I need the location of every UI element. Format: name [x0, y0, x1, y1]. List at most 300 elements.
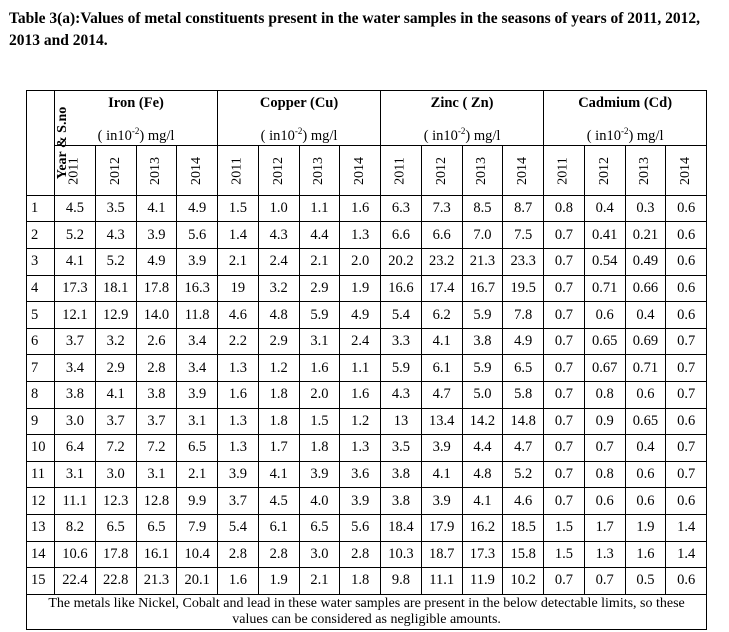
value-cell: 0.6: [666, 488, 707, 515]
value-cell: 1.1: [299, 195, 340, 222]
value-cell: 1.0: [258, 195, 299, 222]
value-cell: 0.7: [666, 461, 707, 488]
value-cell: 16.3: [177, 275, 218, 302]
table-row: [27, 275, 707, 302]
value-cell: 0.4: [625, 435, 666, 462]
value-cell: 3.9: [136, 222, 177, 249]
value-cell: 3.9: [177, 381, 218, 408]
value-cell: 3.1: [136, 461, 177, 488]
metals-table: [26, 90, 707, 630]
value-cell: 5.4: [381, 302, 422, 329]
serial-number: 14: [27, 541, 55, 568]
value-cell: 18.5: [503, 514, 544, 541]
year-header: [625, 145, 666, 195]
value-cell: 0.6: [666, 222, 707, 249]
value-cell: 3.1: [299, 328, 340, 355]
serial-number: 8: [27, 381, 55, 408]
table-row: [27, 302, 707, 329]
value-cell: 20.2: [381, 249, 422, 276]
value-cell: 8.5: [462, 195, 503, 222]
value-cell: 17.9: [421, 514, 462, 541]
serial-number: 1: [27, 195, 55, 222]
value-cell: 12.3: [95, 488, 136, 515]
value-cell: 7.3: [421, 195, 462, 222]
table-row: [27, 355, 707, 382]
value-cell: 10.6: [55, 541, 96, 568]
value-cell: 1.8: [258, 381, 299, 408]
metal-unit: ( $in10^{-2}$) mg/l: [423, 126, 501, 144]
serial-number: 5: [27, 302, 55, 329]
serial-number: 9: [27, 408, 55, 435]
value-cell: 4.9: [177, 195, 218, 222]
value-cell: 0.4: [584, 195, 625, 222]
table-row: [27, 408, 707, 435]
value-cell: 12.9: [95, 302, 136, 329]
value-cell: 1.4: [666, 541, 707, 568]
value-cell: 0.41: [584, 222, 625, 249]
value-cell: 4.5: [55, 195, 96, 222]
value-cell: 3.7: [95, 408, 136, 435]
value-cell: 14.2: [462, 408, 503, 435]
table-row: [27, 328, 707, 355]
value-cell: 6.6: [381, 222, 422, 249]
year-header-row: [27, 145, 707, 195]
value-cell: 0.71: [584, 275, 625, 302]
table-row: [27, 435, 707, 462]
value-cell: 17.8: [95, 541, 136, 568]
value-cell: 0.9: [584, 408, 625, 435]
value-cell: 1.6: [218, 568, 259, 595]
value-cell: 6.5: [136, 514, 177, 541]
serial-number: 7: [27, 355, 55, 382]
value-cell: 1.5: [299, 408, 340, 435]
value-cell: 18.4: [381, 514, 422, 541]
value-cell: 3.4: [55, 355, 96, 382]
value-cell: 0.7: [666, 435, 707, 462]
value-cell: 3.9: [421, 435, 462, 462]
value-cell: 11.1: [421, 568, 462, 595]
metal-name: Cadmium (Cd): [578, 95, 673, 111]
value-cell: 6.1: [421, 355, 462, 382]
value-cell: 14.0: [136, 302, 177, 329]
year-label: 2012: [270, 156, 286, 185]
table-row: [27, 514, 707, 541]
value-cell: 5.9: [462, 355, 503, 382]
table-row: [27, 541, 707, 568]
year-label: 2014: [352, 156, 368, 185]
year-header: [421, 145, 462, 195]
value-cell: 22.4: [55, 568, 96, 595]
value-cell: 6.5: [95, 514, 136, 541]
value-cell: 0.7: [544, 381, 585, 408]
value-cell: 5.0: [462, 381, 503, 408]
value-cell: 6.6: [421, 222, 462, 249]
value-cell: 0.6: [625, 461, 666, 488]
value-cell: 3.0: [95, 461, 136, 488]
metal-header: [381, 91, 544, 146]
value-cell: 0.67: [584, 355, 625, 382]
value-cell: 0.7: [584, 568, 625, 595]
value-cell: 5.8: [503, 381, 544, 408]
value-cell: 0.65: [584, 328, 625, 355]
value-cell: 10.3: [381, 541, 422, 568]
value-cell: 1.6: [625, 541, 666, 568]
year-label: 2012: [596, 156, 612, 185]
metal-unit: ( $in10^{-2}$) mg/l: [260, 126, 338, 144]
value-cell: 4.7: [421, 381, 462, 408]
value-cell: 9.8: [381, 568, 422, 595]
value-cell: 2.9: [95, 355, 136, 382]
value-cell: 0.8: [584, 381, 625, 408]
table-caption: Table 3(a):Values of metal constituents present in the water samples in the seasons of years of 2011, 2012, 2013 and 2014.: [9, 10, 701, 49]
value-cell: 5.9: [299, 302, 340, 329]
value-cell: 3.0: [55, 408, 96, 435]
value-cell: 0.7: [666, 381, 707, 408]
value-cell: 2.4: [258, 249, 299, 276]
value-cell: 2.8: [258, 541, 299, 568]
serial-number: 11: [27, 461, 55, 488]
value-cell: 0.69: [625, 328, 666, 355]
value-cell: 4.9: [136, 249, 177, 276]
value-cell: 0.7: [544, 275, 585, 302]
serial-number: 2: [27, 222, 55, 249]
value-cell: 0.7: [544, 355, 585, 382]
value-cell: 0.7: [544, 328, 585, 355]
value-cell: 2.8: [136, 355, 177, 382]
value-cell: 19.5: [503, 275, 544, 302]
table-row: [27, 461, 707, 488]
value-cell: 1.3: [218, 408, 259, 435]
value-cell: 0.8: [544, 195, 585, 222]
value-cell: 0.21: [625, 222, 666, 249]
value-cell: 2.4: [340, 328, 381, 355]
value-cell: 1.4: [666, 514, 707, 541]
value-cell: 7.0: [462, 222, 503, 249]
serial-number: 15: [27, 568, 55, 595]
value-cell: 0.7: [666, 328, 707, 355]
value-cell: 3.8: [462, 328, 503, 355]
value-cell: 4.5: [258, 488, 299, 515]
year-header: [177, 145, 218, 195]
value-cell: 3.2: [258, 275, 299, 302]
year-label: 2011: [66, 157, 82, 185]
value-cell: 12.1: [55, 302, 96, 329]
value-cell: 2.9: [299, 275, 340, 302]
value-cell: 1.3: [340, 222, 381, 249]
value-cell: 5.6: [177, 222, 218, 249]
value-cell: 5.9: [381, 355, 422, 382]
table-row: [27, 568, 707, 595]
value-cell: 3.8: [381, 461, 422, 488]
value-cell: 4.9: [503, 328, 544, 355]
value-cell: 16.6: [381, 275, 422, 302]
value-cell: 5.2: [95, 249, 136, 276]
value-cell: 18.7: [421, 541, 462, 568]
value-cell: 2.0: [299, 381, 340, 408]
year-header: [666, 145, 707, 195]
value-cell: 3.5: [381, 435, 422, 462]
value-cell: 1.6: [340, 381, 381, 408]
value-cell: 3.9: [421, 488, 462, 515]
value-cell: 3.9: [218, 461, 259, 488]
value-cell: 7.2: [136, 435, 177, 462]
metal-name: Zinc ( Zn): [430, 95, 494, 111]
value-cell: 0.6: [666, 408, 707, 435]
value-cell: 4.1: [136, 195, 177, 222]
value-cell: 14.8: [503, 408, 544, 435]
value-cell: 1.6: [340, 195, 381, 222]
value-cell: 4.9: [340, 302, 381, 329]
value-cell: 17.8: [136, 275, 177, 302]
value-cell: 13: [381, 408, 422, 435]
metal-header: [218, 91, 381, 146]
value-cell: 0.7: [666, 355, 707, 382]
value-cell: 0.6: [584, 302, 625, 329]
value-cell: 4.3: [381, 381, 422, 408]
value-cell: 11.8: [177, 302, 218, 329]
value-cell: 22.8: [95, 568, 136, 595]
value-cell: 1.3: [584, 541, 625, 568]
value-cell: 4.4: [462, 435, 503, 462]
year-header: [584, 145, 625, 195]
value-cell: 21.3: [462, 249, 503, 276]
value-cell: 4.6: [503, 488, 544, 515]
value-cell: 7.5: [503, 222, 544, 249]
table-row: [27, 488, 707, 515]
value-cell: 5.9: [462, 302, 503, 329]
value-cell: 7.9: [177, 514, 218, 541]
value-cell: 3.7: [218, 488, 259, 515]
value-cell: 4.1: [55, 249, 96, 276]
value-cell: 3.1: [55, 461, 96, 488]
value-cell: 15.8: [503, 541, 544, 568]
value-cell: 0.66: [625, 275, 666, 302]
value-cell: 6.5: [177, 435, 218, 462]
value-cell: 6.1: [258, 514, 299, 541]
serial-number: 13: [27, 514, 55, 541]
value-cell: 0.6: [625, 488, 666, 515]
year-header: [95, 145, 136, 195]
value-cell: 0.7: [544, 302, 585, 329]
value-cell: 2.1: [218, 249, 259, 276]
value-cell: 3.1: [177, 408, 218, 435]
value-cell: 21.3: [136, 568, 177, 595]
value-cell: 6.4: [55, 435, 96, 462]
value-cell: 10.4: [177, 541, 218, 568]
serial-number: 3: [27, 249, 55, 276]
value-cell: 8.7: [503, 195, 544, 222]
value-cell: 3.9: [299, 461, 340, 488]
value-cell: 0.65: [625, 408, 666, 435]
year-label: 2011: [392, 157, 408, 185]
metal-name: Copper (Cu): [259, 95, 339, 111]
value-cell: 3.9: [340, 488, 381, 515]
value-cell: 0.54: [584, 249, 625, 276]
value-cell: 18.1: [95, 275, 136, 302]
year-label: 2014: [678, 156, 694, 185]
value-cell: 2.6: [136, 328, 177, 355]
year-header: [258, 145, 299, 195]
value-cell: 1.6: [299, 355, 340, 382]
value-cell: 3.8: [381, 488, 422, 515]
table-body: [27, 195, 707, 594]
metal-header: [544, 91, 707, 146]
value-cell: 1.7: [258, 435, 299, 462]
value-cell: 4.6: [218, 302, 259, 329]
value-cell: 4.8: [462, 461, 503, 488]
year-label: 2013: [474, 156, 490, 185]
corner-label: Year & S.no: [55, 107, 71, 180]
value-cell: 2.1: [299, 568, 340, 595]
value-cell: 17.3: [55, 275, 96, 302]
value-cell: 3.8: [55, 381, 96, 408]
value-cell: 3.7: [55, 328, 96, 355]
value-cell: 0.7: [544, 408, 585, 435]
value-cell: 0.49: [625, 249, 666, 276]
value-cell: 16.1: [136, 541, 177, 568]
value-cell: 1.8: [258, 408, 299, 435]
value-cell: 0.7: [544, 461, 585, 488]
value-cell: 1.9: [258, 568, 299, 595]
value-cell: 3.8: [136, 381, 177, 408]
year-label: 2011: [229, 157, 245, 185]
value-cell: 0.6: [584, 488, 625, 515]
value-cell: 8.2: [55, 514, 96, 541]
year-label: 2013: [148, 156, 164, 185]
table-row: [27, 249, 707, 276]
value-cell: 1.5: [544, 514, 585, 541]
value-cell: 0.6: [666, 302, 707, 329]
value-cell: 1.1: [340, 355, 381, 382]
value-cell: 0.71: [625, 355, 666, 382]
value-cell: 3.4: [177, 328, 218, 355]
table-row: [27, 222, 707, 249]
year-header: [381, 145, 422, 195]
value-cell: 6.5: [299, 514, 340, 541]
value-cell: 13.4: [421, 408, 462, 435]
value-cell: 4.1: [258, 461, 299, 488]
value-cell: 5.2: [503, 461, 544, 488]
year-header: [462, 145, 503, 195]
metal-unit: ( $in10^{-2}$) mg/l: [586, 126, 664, 144]
value-cell: 1.5: [544, 541, 585, 568]
value-cell: 1.9: [625, 514, 666, 541]
value-cell: 4.3: [95, 222, 136, 249]
value-cell: 2.1: [299, 249, 340, 276]
value-cell: 7.8: [503, 302, 544, 329]
value-cell: 0.7: [544, 249, 585, 276]
year-label: 2014: [515, 156, 531, 185]
value-cell: 7.2: [95, 435, 136, 462]
value-cell: 2.0: [340, 249, 381, 276]
corner-header: [27, 91, 71, 196]
value-cell: 11.1: [55, 488, 96, 515]
value-cell: 4.7: [503, 435, 544, 462]
value-cell: 0.5: [625, 568, 666, 595]
value-cell: 1.8: [340, 568, 381, 595]
value-cell: 2.9: [258, 328, 299, 355]
value-cell: 1.2: [258, 355, 299, 382]
value-cell: 17.4: [421, 275, 462, 302]
serial-number: 4: [27, 275, 55, 302]
value-cell: 4.8: [258, 302, 299, 329]
value-cell: 20.1: [177, 568, 218, 595]
value-cell: 23.3: [503, 249, 544, 276]
value-cell: 10.2: [503, 568, 544, 595]
value-cell: 0.8: [584, 461, 625, 488]
value-cell: 16.2: [462, 514, 503, 541]
metal-header-row: [27, 91, 707, 146]
value-cell: 0.7: [544, 488, 585, 515]
value-cell: 1.3: [340, 435, 381, 462]
value-cell: 0.6: [666, 568, 707, 595]
footnote: The metals like Nickel, Cobalt and lead in these water samples are present in the below detectable limits, so these values can be considered as negligible amounts.: [27, 594, 707, 629]
value-cell: 9.9: [177, 488, 218, 515]
value-cell: 0.6: [625, 381, 666, 408]
value-cell: 0.4: [625, 302, 666, 329]
year-label: 2013: [311, 156, 327, 185]
table-row: [27, 195, 707, 222]
value-cell: 0.7: [544, 222, 585, 249]
value-cell: 2.1: [177, 461, 218, 488]
year-label: 2014: [189, 156, 205, 185]
value-cell: 3.3: [381, 328, 422, 355]
value-cell: 3.9: [177, 249, 218, 276]
value-cell: 1.3: [218, 355, 259, 382]
value-cell: 4.3: [258, 222, 299, 249]
value-cell: 5.6: [340, 514, 381, 541]
year-label: 2012: [433, 156, 449, 185]
value-cell: 3.5: [95, 195, 136, 222]
value-cell: 6.2: [421, 302, 462, 329]
year-header: [299, 145, 340, 195]
value-cell: 0.7: [544, 435, 585, 462]
value-cell: 3.4: [177, 355, 218, 382]
metal-name: Iron (Fe): [108, 95, 164, 111]
serial-number: 12: [27, 488, 55, 515]
value-cell: 4.1: [462, 488, 503, 515]
year-header: [503, 145, 544, 195]
year-label: 2013: [637, 156, 653, 185]
value-cell: 5.4: [218, 514, 259, 541]
value-cell: 3.0: [299, 541, 340, 568]
year-label: 2011: [555, 157, 571, 185]
value-cell: 2.2: [218, 328, 259, 355]
footnote-row: [27, 594, 707, 629]
value-cell: 4.1: [421, 461, 462, 488]
year-header: [340, 145, 381, 195]
value-cell: 1.8: [299, 435, 340, 462]
value-cell: 0.6: [666, 195, 707, 222]
year-label: 2012: [107, 156, 123, 185]
metal-unit: ( $in10^{-2}$) mg/l: [97, 126, 175, 144]
value-cell: 2.8: [340, 541, 381, 568]
value-cell: 4.0: [299, 488, 340, 515]
value-cell: 5.2: [55, 222, 96, 249]
value-cell: 3.2: [95, 328, 136, 355]
value-cell: 1.3: [218, 435, 259, 462]
value-cell: 6.5: [503, 355, 544, 382]
value-cell: 2.8: [218, 541, 259, 568]
value-cell: 17.3: [462, 541, 503, 568]
value-cell: 6.3: [381, 195, 422, 222]
value-cell: 0.3: [625, 195, 666, 222]
value-cell: 1.5: [218, 195, 259, 222]
serial-number: 10: [27, 435, 55, 462]
value-cell: 19: [218, 275, 259, 302]
year-header: [218, 145, 259, 195]
value-cell: 0.6: [666, 249, 707, 276]
